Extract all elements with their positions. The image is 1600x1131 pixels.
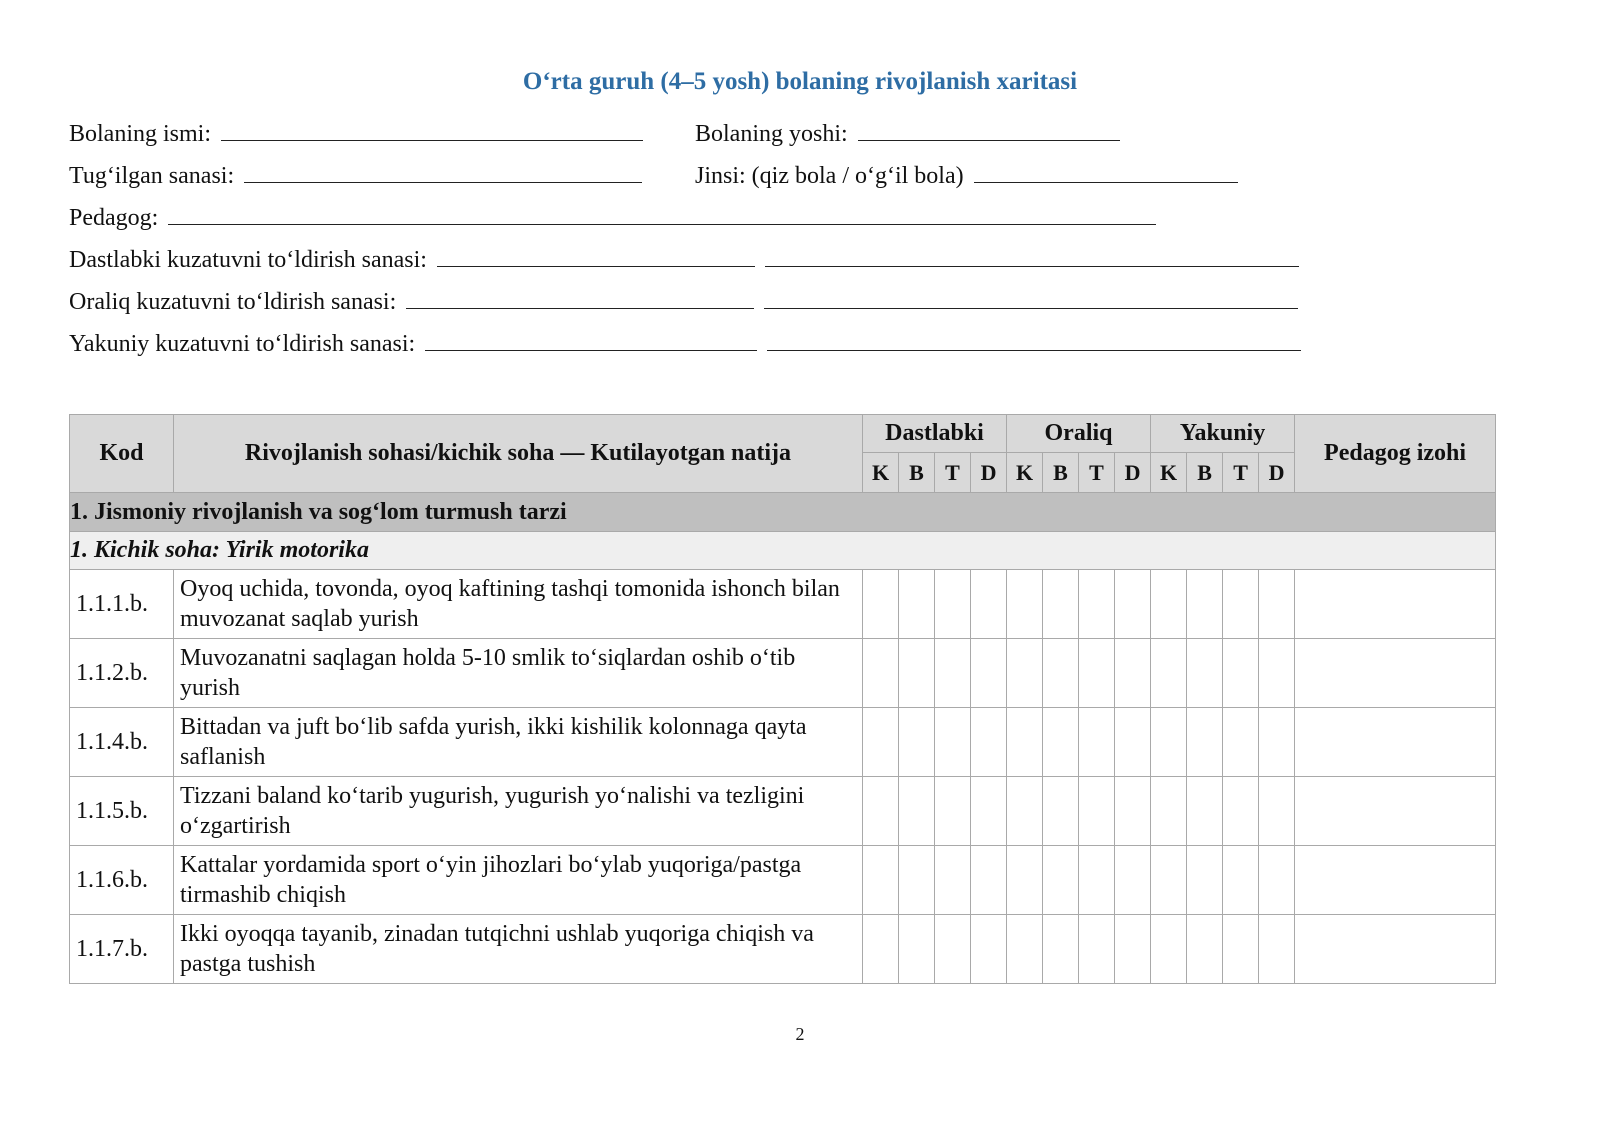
- assessment-mark-cell[interactable]: [1187, 777, 1223, 846]
- gender-label: Jinsi: (qiz bola / o‘g‘il bola): [695, 163, 964, 189]
- assessment-mark-cell[interactable]: [1259, 915, 1295, 984]
- assessment-mark-cell[interactable]: [899, 639, 935, 708]
- teacher-note-cell[interactable]: [1295, 708, 1496, 777]
- gender-field: [695, 160, 1238, 192]
- assessment-mark-cell[interactable]: [899, 777, 935, 846]
- final-obs-label: Yakuniy kuzatuvni to‘ldirish sanasi:: [69, 331, 416, 357]
- outcome-code: 1.1.2.b.: [70, 639, 174, 708]
- assessment-mark-cell[interactable]: [1115, 708, 1151, 777]
- assessment-mark-cell[interactable]: [863, 570, 899, 639]
- assessment-mark-cell[interactable]: [971, 846, 1007, 915]
- teacher-note-cell[interactable]: [1295, 570, 1496, 639]
- assessment-mark-cell[interactable]: [1043, 708, 1079, 777]
- assessment-mark-cell[interactable]: [971, 639, 1007, 708]
- letter-header: D: [1115, 453, 1151, 493]
- assessment-mark-cell[interactable]: [899, 915, 935, 984]
- assessment-mark-cell[interactable]: [935, 915, 971, 984]
- assessment-mark-cell[interactable]: [1079, 777, 1115, 846]
- table-row: [70, 570, 1496, 639]
- child-age-label: Bolaning yoshi:: [695, 121, 848, 147]
- teacher-note-cell[interactable]: [1295, 639, 1496, 708]
- outcome-code: 1.1.7.b.: [70, 915, 174, 984]
- initial-obs-signature-blank[interactable]: [765, 244, 1299, 267]
- assessment-mark-cell[interactable]: [935, 708, 971, 777]
- initial-obs-date-blank[interactable]: [437, 244, 755, 267]
- development-map-table: [69, 414, 1496, 984]
- assessment-mark-cell[interactable]: [971, 570, 1007, 639]
- subsection-row: [70, 532, 1496, 570]
- initial-obs-label: Dastlabki kuzatuvni to‘ldirish sanasi:: [69, 247, 427, 273]
- assessment-mark-cell[interactable]: [971, 708, 1007, 777]
- assessment-mark-cell[interactable]: [863, 915, 899, 984]
- period-header-final: Yakuniy: [1151, 415, 1295, 453]
- assessment-mark-cell[interactable]: [1259, 777, 1295, 846]
- assessment-mark-cell[interactable]: [1079, 570, 1115, 639]
- letter-header: B: [1187, 453, 1223, 493]
- document-title: O‘rta guruh (4–5 yosh) bolaning rivojlanish xaritasi: [522, 68, 1078, 95]
- assessment-mark-cell[interactable]: [1151, 708, 1187, 777]
- assessment-mark-cell[interactable]: [1115, 915, 1151, 984]
- assessment-mark-cell[interactable]: [1043, 777, 1079, 846]
- assessment-mark-cell[interactable]: [863, 846, 899, 915]
- assessment-mark-cell[interactable]: [1223, 846, 1259, 915]
- birth-date-field: [69, 160, 642, 192]
- letter-header: B: [899, 453, 935, 493]
- table-row: [70, 708, 1496, 777]
- assessment-mark-cell[interactable]: [863, 708, 899, 777]
- assessment-mark-cell[interactable]: [1259, 570, 1295, 639]
- domain-header: Rivojlanish sohasi/kichik soha — Kutilayotgan natija: [174, 415, 863, 493]
- assessment-mark-cell[interactable]: [1079, 708, 1115, 777]
- assessment-mark-cell[interactable]: [1151, 915, 1187, 984]
- expected-outcome-text: Tizzani baland ko‘tarib yugurish, yugurish yo‘nalishi va tezligini o‘zgartirish: [174, 777, 863, 846]
- table-row: [70, 639, 1496, 708]
- assessment-mark-cell[interactable]: [1187, 708, 1223, 777]
- table-row: [70, 777, 1496, 846]
- section-title: 1. Jismoniy rivojlanish va sog‘lom turmush tarzi: [70, 493, 1496, 532]
- assessment-mark-cell[interactable]: [1007, 777, 1043, 846]
- assessment-mark-cell[interactable]: [935, 639, 971, 708]
- assessment-mark-cell[interactable]: [1223, 777, 1259, 846]
- teacher-blank[interactable]: [168, 202, 1156, 225]
- expected-outcome-text: Kattalar yordamida sport o‘yin jihozlari bo‘ylab yuqoriga/pastga tirmashib chiqish: [174, 846, 863, 915]
- assessment-mark-cell[interactable]: [1151, 639, 1187, 708]
- assessment-mark-cell[interactable]: [1223, 708, 1259, 777]
- assessment-mark-cell[interactable]: [1115, 570, 1151, 639]
- final-obs-field: [69, 328, 1301, 360]
- assessment-mark-cell[interactable]: [1043, 639, 1079, 708]
- section-row: [70, 493, 1496, 532]
- teacher-field: [69, 202, 1156, 234]
- letter-header: T: [1223, 453, 1259, 493]
- assessment-mark-cell[interactable]: [1259, 639, 1295, 708]
- page-number: 2: [795, 1024, 805, 1044]
- child-name-field: [69, 118, 643, 150]
- assessment-mark-cell[interactable]: [1079, 639, 1115, 708]
- assessment-mark-cell[interactable]: [1223, 639, 1259, 708]
- teacher-note-cell[interactable]: [1295, 915, 1496, 984]
- letter-header: T: [1079, 453, 1115, 493]
- assessment-mark-cell[interactable]: [1007, 915, 1043, 984]
- assessment-mark-cell[interactable]: [1007, 570, 1043, 639]
- table-row: [70, 915, 1496, 984]
- child-name-blank[interactable]: [221, 118, 643, 141]
- letter-header: K: [1151, 453, 1187, 493]
- mid-obs-date-blank[interactable]: [406, 286, 754, 309]
- period-header-initial: Dastlabki: [863, 415, 1007, 453]
- teacher-note-cell[interactable]: [1295, 777, 1496, 846]
- assessment-mark-cell[interactable]: [1043, 846, 1079, 915]
- assessment-mark-cell[interactable]: [1115, 846, 1151, 915]
- mid-obs-field: [69, 286, 1298, 318]
- gender-blank[interactable]: [974, 160, 1238, 183]
- assessment-mark-cell[interactable]: [1187, 846, 1223, 915]
- assessment-mark-cell[interactable]: [1007, 708, 1043, 777]
- table-header-row: [70, 415, 1496, 453]
- letter-header: K: [863, 453, 899, 493]
- expected-outcome-text: Ikki oyoqqa tayanib, zinadan tutqichni ushlab yuqoriga chiqish va pastga tushish: [174, 915, 863, 984]
- letter-header: D: [971, 453, 1007, 493]
- assessment-mark-cell[interactable]: [1007, 639, 1043, 708]
- final-obs-date-blank[interactable]: [425, 328, 757, 351]
- birth-date-blank[interactable]: [244, 160, 642, 183]
- period-header-mid: Oraliq: [1007, 415, 1151, 453]
- table-row: [70, 846, 1496, 915]
- assessment-mark-cell[interactable]: [971, 777, 1007, 846]
- assessment-mark-cell[interactable]: [1187, 639, 1223, 708]
- assessment-mark-cell[interactable]: [1079, 915, 1115, 984]
- assessment-mark-cell[interactable]: [1007, 846, 1043, 915]
- assessment-mark-cell[interactable]: [863, 777, 899, 846]
- mid-obs-label: Oraliq kuzatuvni to‘ldirish sanasi:: [69, 289, 397, 315]
- notes-header: Pedagog izohi: [1295, 415, 1496, 493]
- letter-header: K: [1007, 453, 1043, 493]
- assessment-mark-cell[interactable]: [863, 639, 899, 708]
- child-age-field: [695, 118, 1120, 150]
- subsection-title: 1. Kichik soha: Yirik motorika: [70, 532, 1496, 570]
- child-name-label: Bolaning ismi:: [69, 121, 212, 147]
- expected-outcome-text: Bittadan va juft bo‘lib safda yurish, ikki kishilik kolonnaga qayta saflanish: [174, 708, 863, 777]
- assessment-mark-cell[interactable]: [935, 846, 971, 915]
- assessment-mark-cell[interactable]: [1259, 708, 1295, 777]
- expected-outcome-text: Muvozanatni saqlagan holda 5-10 smlik to‘siqlardan oshib o‘tib yurish: [174, 639, 863, 708]
- mid-obs-signature-blank[interactable]: [764, 286, 1298, 309]
- code-header: Kod: [70, 415, 174, 493]
- assessment-mark-cell[interactable]: [1043, 915, 1079, 984]
- letter-header: T: [935, 453, 971, 493]
- initial-obs-field: [69, 244, 1299, 276]
- outcome-code: 1.1.5.b.: [70, 777, 174, 846]
- letter-header: D: [1259, 453, 1295, 493]
- expected-outcome-text: Oyoq uchida, tovonda, oyoq kaftining tashqi tomonida ishonch bilan muvozanat saqlab yurish: [174, 570, 863, 639]
- assessment-mark-cell[interactable]: [1079, 846, 1115, 915]
- outcome-code: 1.1.6.b.: [70, 846, 174, 915]
- assessment-mark-cell[interactable]: [1187, 915, 1223, 984]
- assessment-mark-cell[interactable]: [899, 570, 935, 639]
- assessment-mark-cell[interactable]: [1043, 570, 1079, 639]
- assessment-mark-cell[interactable]: [1115, 777, 1151, 846]
- letter-header: B: [1043, 453, 1079, 493]
- birth-date-label: Tug‘ilgan sanasi:: [69, 163, 235, 189]
- assessment-mark-cell[interactable]: [1223, 915, 1259, 984]
- teacher-note-cell[interactable]: [1295, 846, 1496, 915]
- assessment-mark-cell[interactable]: [1223, 570, 1259, 639]
- outcome-code: 1.1.4.b.: [70, 708, 174, 777]
- outcome-code: 1.1.1.b.: [70, 570, 174, 639]
- assessment-mark-cell[interactable]: [1115, 639, 1151, 708]
- final-obs-signature-blank[interactable]: [767, 328, 1301, 351]
- assessment-mark-cell[interactable]: [1151, 570, 1187, 639]
- assessment-mark-cell[interactable]: [899, 846, 935, 915]
- assessment-mark-cell[interactable]: [1151, 777, 1187, 846]
- assessment-mark-cell[interactable]: [1151, 846, 1187, 915]
- assessment-mark-cell[interactable]: [935, 777, 971, 846]
- child-age-blank[interactable]: [858, 118, 1120, 141]
- teacher-label: Pedagog:: [69, 205, 159, 231]
- assessment-mark-cell[interactable]: [899, 708, 935, 777]
- assessment-mark-cell[interactable]: [935, 570, 971, 639]
- assessment-mark-cell[interactable]: [971, 915, 1007, 984]
- assessment-mark-cell[interactable]: [1187, 570, 1223, 639]
- assessment-mark-cell[interactable]: [1259, 846, 1295, 915]
